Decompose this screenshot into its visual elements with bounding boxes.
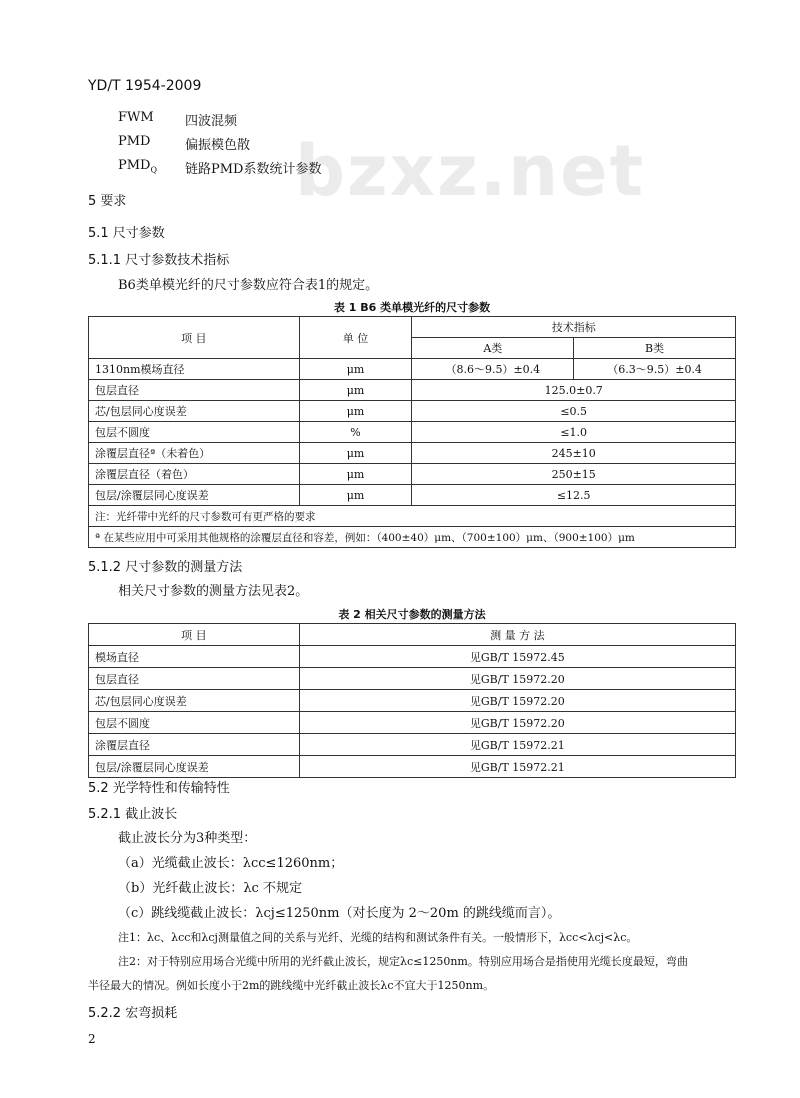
abbr-code: $PMD_Q$ (118, 158, 158, 175)
table-header: 项 目 (89, 317, 300, 359)
table-header: 单 位 (299, 317, 412, 359)
table-cell: 见GB/T 15972.20 (299, 712, 735, 734)
table-row (89, 668, 736, 690)
table-row (89, 401, 736, 422)
table-header: 项 目 (89, 624, 300, 646)
table-cell: μm (299, 359, 412, 380)
table-cell: 模场直径 (89, 646, 300, 668)
table-row (89, 359, 736, 380)
watermark: bzxz.net (294, 130, 646, 212)
dimension-table (88, 316, 736, 548)
table-cell: 包层直径 (89, 380, 300, 401)
paragraph: 截止波长分为3种类型： (118, 831, 257, 846)
section-heading: 5.2 光学特性和传输特性 (88, 781, 230, 796)
table-note-row (89, 506, 736, 527)
table-cell: 250±15 (412, 464, 736, 485)
table-row (89, 756, 736, 778)
page-number: 2 (88, 1032, 96, 1046)
table-cell: （6.3～9.5）±0.4 (574, 359, 736, 380)
table-header: 测 量 方 法 (299, 624, 735, 646)
standard-code: YD/T 1954-2009 (88, 78, 202, 94)
table-cell: 芯/包层同心度误差 (89, 690, 300, 712)
table-row (89, 690, 736, 712)
table-cell: 包层不圆度 (89, 422, 300, 443)
table-header: A类 (412, 338, 574, 359)
table-header: B类 (574, 338, 736, 359)
paragraph: B6类单模光纤的尺寸参数应符合表1的规定。 (118, 278, 379, 293)
table-cell: μm (299, 485, 412, 506)
section-heading: 5.1.1 尺寸参数技术指标 (88, 253, 230, 268)
section-heading: 5.1.2 尺寸参数的测量方法 (88, 560, 243, 575)
note: 注1：λc、λcc和λcj测量值之间的关系与光纤、光缆的结构和测试条件有关。一般情形下，λcc<λcj<λc。 (118, 931, 638, 944)
table-cell: 见GB/T 15972.45 (299, 646, 735, 668)
table-cell: 涂覆层直径ª（未着色） (89, 443, 300, 464)
table-cell: 包层不圆度 (89, 712, 300, 734)
table-cell: 1310nm模场直径 (89, 359, 300, 380)
table-row (89, 485, 736, 506)
table-row (89, 422, 736, 443)
abbr-desc: 四波混频 (185, 114, 238, 129)
list-item: （a）光缆截止波长：λcc≤1260nm； (118, 856, 344, 871)
abbr-desc: 链路PMD系数统计参数 (185, 162, 322, 177)
section-heading: 5 要求 (88, 194, 127, 209)
list-item: （c）跳线缆截止波长：λcj≤1250nm（对长度为 2～20m 的跳线缆而言）。 (118, 906, 561, 921)
method-table (88, 623, 736, 778)
table-row (89, 464, 736, 485)
table-cell: 包层/涂覆层同心度误差 (89, 756, 300, 778)
table-cell: ≤12.5 (412, 485, 736, 506)
table-cell: 包层直径 (89, 668, 300, 690)
table-row (89, 443, 736, 464)
table-cell: 见GB/T 15972.21 (299, 734, 735, 756)
abbr-desc: 偏振模色散 (185, 138, 251, 153)
table-cell: 见GB/T 15972.21 (299, 756, 735, 778)
table-cell: μm (299, 401, 412, 422)
section-heading: 5.2.1 截止波长 (88, 807, 178, 822)
table-cell: μm (299, 464, 412, 485)
table-cell: 见GB/T 15972.20 (299, 690, 735, 712)
table-row (89, 712, 736, 734)
table-cell: ≤0.5 (412, 401, 736, 422)
table-cell: 见GB/T 15972.20 (299, 668, 735, 690)
table-cell: μm (299, 443, 412, 464)
table-cell: 245±10 (412, 443, 736, 464)
table-header: 技术指标 (412, 317, 736, 338)
section-heading: 5.1 尺寸参数 (88, 226, 165, 241)
table-cell: % (299, 422, 412, 443)
paragraph: 相关尺寸参数的测量方法见表2。 (118, 584, 309, 599)
table-cell: ≤1.0 (412, 422, 736, 443)
table-cell: μm (299, 380, 412, 401)
abbr-code: FWM (118, 110, 154, 125)
table-footnote: ª 在某些应用中可采用其他规格的涂覆层直径和容差，例如：（400±40）μm、（700±100）μm、（900±100）μm (89, 527, 736, 548)
note: 注2：对于特别应用场合光缆中所用的光纤截止波长，规定λc≤1250nm。特别应用场合是指使用光缆长度最短，弯曲 (118, 955, 688, 968)
table-cell: 包层/涂覆层同心度误差 (89, 485, 300, 506)
table-cell: 涂覆层直径 (89, 734, 300, 756)
table-footnote-row (89, 527, 736, 548)
note: 半径最大的情况。例如长度小于2m的跳线缆中光纤截止波长λc不宜大于1250nm。 (88, 979, 495, 992)
table-caption: 表 2 相关尺寸参数的测量方法 (338, 608, 486, 621)
abbr-code: PMD (118, 134, 151, 149)
table-cell: 125.0±0.7 (412, 380, 736, 401)
list-item: （b）光纤截止波长：λc 不规定 (118, 881, 302, 896)
table-cell: （8.6～9.5）±0.4 (412, 359, 574, 380)
table-row (89, 646, 736, 668)
section-heading: 5.2.2 宏弯损耗 (88, 1006, 178, 1021)
table-caption: 表 1 B6 类单模光纤的尺寸参数 (333, 301, 491, 314)
table-cell: 芯/包层同心度误差 (89, 401, 300, 422)
table-row (89, 380, 736, 401)
table-note: 注：光纤带中光纤的尺寸参数可有更严格的要求 (89, 506, 736, 527)
table-row (89, 734, 736, 756)
table-cell: 涂覆层直径（着色） (89, 464, 300, 485)
